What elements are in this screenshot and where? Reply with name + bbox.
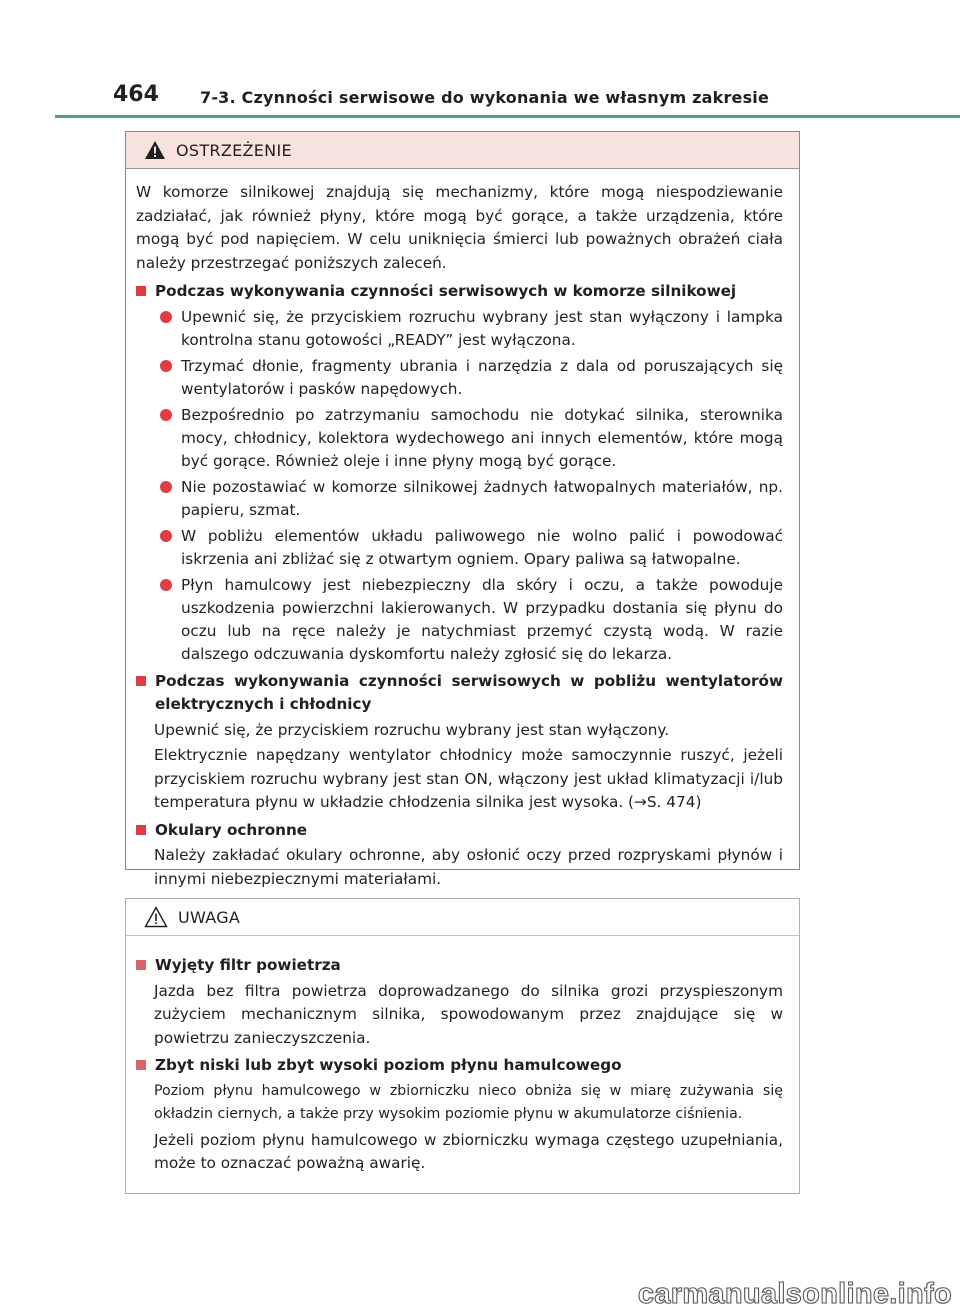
paragraph: Poziom płynu hamulcowego w zbiorniczku nieco obniża się w miarę zużywania się okładzin ciernych, a także przy wysokim poziomie płynu w akumulatorze ciśnienia. — [154, 1082, 783, 1122]
caution-topic-brake-fluid — [136, 1054, 783, 1078]
warning-box — [125, 131, 800, 888]
caution-body — [126, 936, 799, 1176]
page-header — [0, 0, 960, 120]
caution-box — [125, 898, 800, 1194]
square-bullet-icon — [136, 825, 146, 835]
list-item: Nie pozostawiać w komorze silnikowej żadnych łatwopalnych materiałów, np. papieru, szmat. — [160, 476, 783, 522]
warning-triangle-icon — [144, 140, 166, 160]
page-number: 464 — [113, 82, 159, 107]
warning-topic-fans — [136, 670, 783, 717]
watermark-logo — [590, 1273, 960, 1313]
list-item: Upewnić się, że przyciskiem rozruchu wybrany jest stan wyłączony i lampka kontrolna stanu gotowości „READY” jest wyłączona. — [160, 306, 783, 352]
section-title: 7-3. Czynności serwisowe do wykonania we własnym zakresie — [200, 88, 770, 107]
circle-bullet-icon — [160, 530, 172, 542]
topic-body — [154, 1080, 783, 1176]
warning-bullet-list — [160, 306, 783, 666]
paragraph: Jeżeli poziom płynu hamulcowego w zbiorniczku wymaga częstego uzupełniania, może to oznaczać poważną awarię. — [154, 1130, 783, 1172]
topic-label: Wyjęty filtr powietrza — [155, 956, 341, 974]
caution-title: UWAGA — [178, 907, 241, 927]
warning-header — [126, 132, 799, 169]
paragraph: Należy zakładać okulary ochronne, aby osłonić oczy przed rozpryskami płynów i innymi niebezpiecznymi materiałami. — [154, 846, 783, 888]
list-item: W pobliżu elementów układu paliwowego nie wolno palić i powodować iskrzenia ani zbliżać się z otwartym ogniem. Opary paliwa są łatwopalne. — [160, 525, 783, 571]
topic-label: Podczas wykonywania czynności serwisowych w pobliżu wentylatorów elektrycznych i chłodnicy — [155, 671, 783, 713]
circle-bullet-icon — [160, 311, 172, 323]
paragraph: Elektrycznie napędzany wentylator chłodnicy może samoczynnie ruszyć, jeżeli przyciskiem rozruchu wybrany jest stan ON, włączony jest układ klimatyzacji i/lub temperatura płynu w układzie chłodzenia silnika jest wysoka. (→S. 474) — [154, 746, 783, 811]
circle-bullet-icon — [160, 481, 172, 493]
caution-triangle-icon — [144, 906, 168, 928]
caution-header — [126, 899, 799, 936]
paragraph: Upewnić się, że przyciskiem rozruchu wybrany jest stan wyłączony. — [154, 720, 670, 739]
list-item: Trzymać dłonie, fragmenty ubrania i narzędzia z dala od poruszających się wentylatorów i pasków napędowych. — [160, 355, 783, 401]
topic-body — [154, 719, 783, 815]
warning-topic-engine-compartment — [136, 280, 783, 304]
caution-topic-air-filter — [136, 954, 783, 978]
list-item: Bezpośrednio po zatrzymaniu samochodu nie dotykać silnika, sterownika mocy, chłodnicy, kolektora wydechowego ani innych elementów, które mogą być gorące. Również oleje i inne płyny mogą być gorące. — [160, 404, 783, 473]
circle-bullet-icon — [160, 409, 172, 421]
circle-bullet-icon — [160, 360, 172, 372]
topic-label: Zbyt niski lub zbyt wysoki poziom płynu hamulcowego — [155, 1056, 622, 1074]
square-bullet-icon — [136, 1060, 146, 1070]
warning-title: OSTRZEŻENIE — [176, 140, 292, 160]
warning-topic-goggles — [136, 819, 783, 843]
circle-bullet-icon — [160, 579, 172, 591]
square-bullet-icon — [136, 960, 146, 970]
warning-body — [126, 169, 799, 891]
warning-intro: W komorze silnikowej znajdują się mechanizmy, które mogą niespodziewanie zadziałać, jak również płyny, które mogą być gorące, a także urządzenia, które mogą być pod napięciem. W celu uniknięcia śmierci lub poważnych obrażeń ciała należy przestrzegać poniższych zaleceń. — [136, 183, 783, 272]
square-bullet-icon — [136, 676, 146, 686]
topic-label: Podczas wykonywania czynności serwisowych w komorze silnikowej — [155, 282, 737, 300]
topic-body — [154, 980, 783, 1051]
list-item: Płyn hamulcowy jest niebezpieczny dla skóry i oczu, a także powoduje uszkodzenia powierzchni lakierowanych. W przypadku dostania się płynu do oczu lub na ręce należy je natychmiast przemyć czystą wodą. W razie dalszego odczuwania dyskomfortu należy zgłosić się do lekarza. — [160, 574, 783, 666]
watermark-text: carmanualsonline.info — [637, 1278, 952, 1310]
topic-label: Okulary ochronne — [155, 820, 308, 839]
square-bullet-icon — [136, 286, 146, 296]
header-rule — [55, 115, 960, 118]
paragraph: Jazda bez filtra powietrza doprowadzanego do silnika grozi przyspieszonym zużyciem mechanicznym silnika, spowodowanym przez znajdujące się w powietrzu zanieczyszczenia. — [154, 981, 783, 1047]
topic-body — [154, 844, 783, 891]
